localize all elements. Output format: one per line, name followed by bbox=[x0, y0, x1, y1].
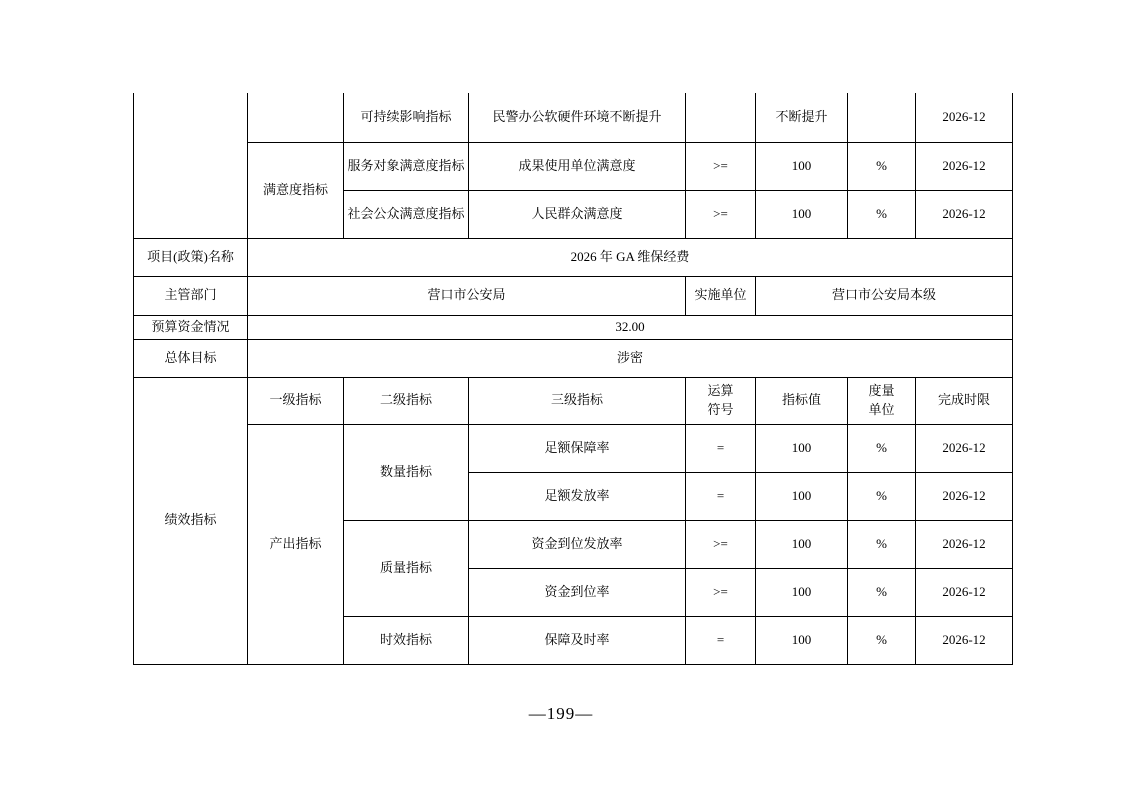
cell-level2-empty bbox=[248, 93, 344, 142]
cell-header-level2: 二级指标 bbox=[344, 377, 469, 424]
cell-deadline: 2026-12 bbox=[916, 520, 1013, 568]
cell-operator: = bbox=[686, 424, 756, 472]
table-row bbox=[134, 93, 1013, 142]
cell-header-level1: 一级指标 bbox=[248, 377, 344, 424]
cell-operator: = bbox=[686, 472, 756, 520]
cell-header-value: 指标值 bbox=[756, 377, 848, 424]
cell-level2-indicator: 可持续影响指标 bbox=[344, 93, 469, 142]
cell-department-label: 主管部门 bbox=[134, 276, 248, 315]
cell-unit: % bbox=[848, 568, 916, 616]
table-row bbox=[134, 276, 1013, 315]
cell-overall-goal-value: 涉密 bbox=[248, 339, 1013, 377]
budget-performance-table bbox=[133, 93, 1013, 665]
table-row bbox=[134, 339, 1013, 377]
cell-level3-indicator: 足额发放率 bbox=[469, 472, 686, 520]
table-row bbox=[134, 238, 1013, 276]
cell-level3-indicator: 民警办公软硬件环境不断提升 bbox=[469, 93, 686, 142]
cell-output-group: 产出指标 bbox=[248, 424, 344, 664]
cell-level3-indicator: 足额保障率 bbox=[469, 424, 686, 472]
cell-level2-indicator: 社会公众满意度指标 bbox=[344, 190, 469, 238]
cell-budget-value: 32.00 bbox=[248, 315, 1013, 339]
table-row bbox=[134, 377, 1013, 424]
cell-operator: >= bbox=[686, 190, 756, 238]
cell-operator bbox=[686, 93, 756, 142]
cell-unit: % bbox=[848, 142, 916, 190]
cell-timeliness-group: 时效指标 bbox=[344, 616, 469, 664]
cell-level3-indicator: 成果使用单位满意度 bbox=[469, 142, 686, 190]
cell-overall-goal-label: 总体目标 bbox=[134, 339, 248, 377]
cell-operator: >= bbox=[686, 142, 756, 190]
page-number: —199— bbox=[528, 704, 594, 723]
cell-deadline: 2026-12 bbox=[916, 190, 1013, 238]
cell-deadline: 2026-12 bbox=[916, 142, 1013, 190]
table-row bbox=[134, 315, 1013, 339]
cell-unit: % bbox=[848, 472, 916, 520]
cell-indicator-value: 不断提升 bbox=[756, 93, 848, 142]
cell-project-name-value: 2026 年 GA 维保经费 bbox=[248, 238, 1013, 276]
cell-unit bbox=[848, 93, 916, 142]
cell-indicator-value: 100 bbox=[756, 424, 848, 472]
cell-unit: % bbox=[848, 424, 916, 472]
header-operator-text: 运算符号 bbox=[707, 382, 734, 417]
cell-indicator-value: 100 bbox=[756, 472, 848, 520]
cell-indicator-value: 100 bbox=[756, 568, 848, 616]
cell-header-deadline: 完成时限 bbox=[916, 377, 1013, 424]
cell-operator: = bbox=[686, 616, 756, 664]
cell-indicator-value: 100 bbox=[756, 190, 848, 238]
cell-level3-indicator: 资金到位率 bbox=[469, 568, 686, 616]
cell-deadline: 2026-12 bbox=[916, 472, 1013, 520]
cell-indicator-value: 100 bbox=[756, 616, 848, 664]
table-row bbox=[134, 142, 1013, 190]
cell-implement-unit-label: 实施单位 bbox=[686, 276, 756, 315]
cell-header-unit bbox=[848, 377, 916, 424]
cell-quantity-group: 数量指标 bbox=[344, 424, 469, 520]
cell-header-operator bbox=[686, 377, 756, 424]
cell-deadline: 2026-12 bbox=[916, 424, 1013, 472]
cell-implement-unit-value: 营口市公安局本级 bbox=[756, 276, 1013, 315]
cell-department-value: 营口市公安局 bbox=[248, 276, 686, 315]
cell-level3-indicator: 资金到位发放率 bbox=[469, 520, 686, 568]
cell-deadline: 2026-12 bbox=[916, 568, 1013, 616]
cell-performance-section-label: 绩效指标 bbox=[134, 377, 248, 664]
cell-unit: % bbox=[848, 190, 916, 238]
cell-header-level3: 三级指标 bbox=[469, 377, 686, 424]
cell-operator: >= bbox=[686, 520, 756, 568]
cell-indicator-value: 100 bbox=[756, 520, 848, 568]
cell-operator: >= bbox=[686, 568, 756, 616]
cell-unit: % bbox=[848, 616, 916, 664]
cell-deadline: 2026-12 bbox=[916, 616, 1013, 664]
cell-quality-group: 质量指标 bbox=[344, 520, 469, 616]
cell-level2-indicator: 服务对象满意度指标 bbox=[344, 142, 469, 190]
cell-level3-indicator: 人民群众满意度 bbox=[469, 190, 686, 238]
cell-deadline: 2026-12 bbox=[916, 93, 1013, 142]
table-row bbox=[134, 424, 1013, 472]
cell-project-name-label: 项目(政策)名称 bbox=[134, 238, 248, 276]
cell-indicator-value: 100 bbox=[756, 142, 848, 190]
cell-section-continuation bbox=[134, 93, 248, 238]
header-unit-text: 度量单位 bbox=[868, 382, 895, 417]
cell-satisfaction-group: 满意度指标 bbox=[248, 142, 344, 238]
cell-level3-indicator: 保障及时率 bbox=[469, 616, 686, 664]
cell-unit: % bbox=[848, 520, 916, 568]
cell-budget-label: 预算资金情况 bbox=[134, 315, 248, 339]
